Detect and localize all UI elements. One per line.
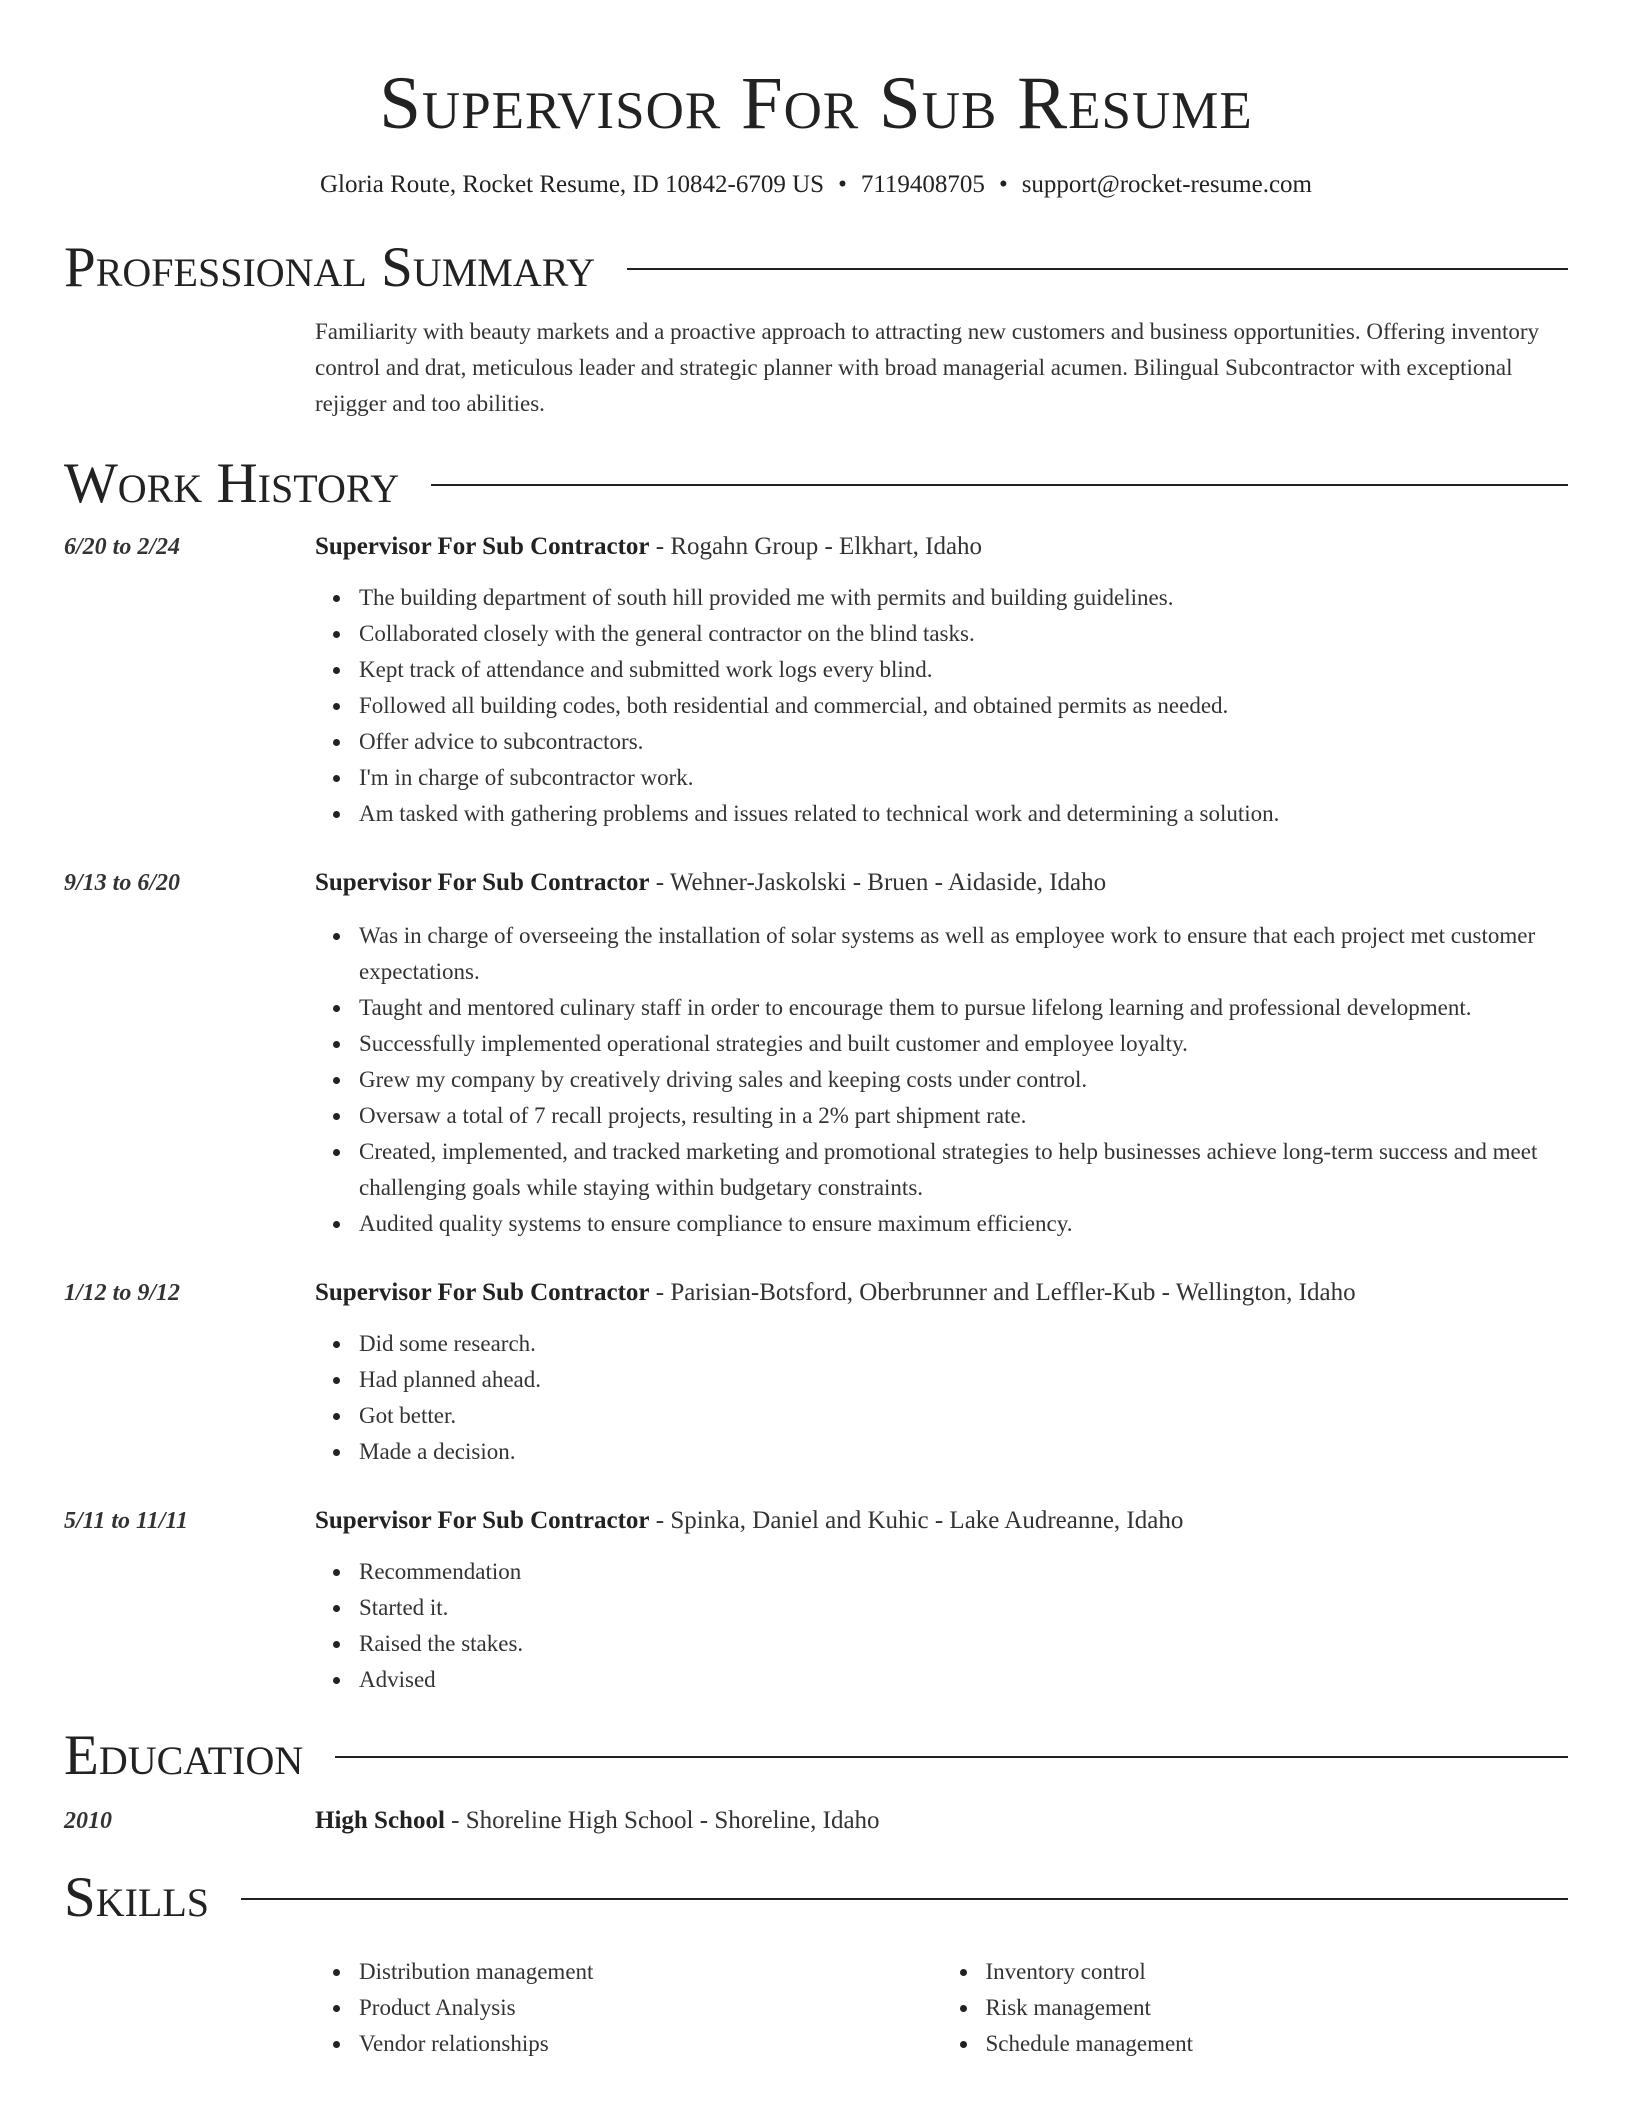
job-entry [64,1504,1568,1698]
job-title: Supervisor For Sub Contractor [315,1279,650,1306]
work-heading: Work History [64,452,400,515]
job-bullet: Raised the stakes. [359,1626,1568,1662]
job-dates: 6/20 to 2/24 [64,534,181,560]
contact-email: support@rocket-resume.com [1021,171,1312,198]
job-bullet: Successfully implemented operational strategies and built customer and employee loyalty. [359,1026,1568,1062]
education-header [315,1804,1568,1838]
summary-text: Familiarity with beauty markets and a proactive approach to attracting new customers and business opportunities. Offering inventory control and drat, meticulous leader and strategic planner with broad managerial acumen. Bilingual Subcontractor with exceptional rejigger and too abilities. [315,319,1539,416]
contact-address: Gloria Route, Rocket Resume, ID 10842-6709 US [319,171,825,198]
job-bullet: Had planned ahead. [359,1362,1568,1398]
job-bullet: I'm in charge of subcontractor work. [359,760,1568,796]
job-bullet: The building department of south hill provided me with permits and building guidelines. [359,580,1568,616]
job-bullets [315,580,1568,832]
education-heading: Education [64,1724,304,1787]
job-header [315,1276,1568,1310]
education-school-location: - Shoreline High School - Shoreline, Idaho [444,1807,880,1834]
job-entry [64,530,1568,832]
skills-heading: Skills [64,1866,210,1929]
skills-list-right [942,1954,1569,2062]
job-header [315,866,1568,900]
job-dates: 1/12 to 9/12 [64,1280,181,1306]
job-company-location: - Spinka, Daniel and Kuhic - Lake Audreanne, Idaho [649,1507,1184,1534]
job-bullet: Made a decision. [359,1434,1568,1470]
job-header [315,1504,1568,1538]
summary-heading: Professional Summary [64,236,596,299]
job-bullet: Grew my company by creatively driving sales and keeping costs under control. [359,1062,1568,1098]
section-divider [335,1756,1568,1758]
skills-list-left [315,1954,942,2062]
summary-section-header [64,236,1568,300]
contact-separator: • [998,171,1008,198]
skill-item: Distribution management [359,1954,942,1990]
job-bullet: Got better. [359,1398,1568,1434]
resume-page [64,0,1568,2062]
job-body [315,866,1568,1242]
job-bullet: Audited quality systems to ensure compliance to ensure maximum efficiency. [359,1206,1568,1242]
job-company-location: - Wehner-Jaskolski - Bruen - Aidaside, Idaho [649,869,1107,896]
job-bullet: Advised [359,1662,1568,1698]
section-divider [627,268,1568,270]
job-bullet: Collaborated closely with the general contractor on the blind tasks. [359,616,1568,652]
contact-phone: 7119408705 [860,171,985,198]
skill-item: Risk management [986,1990,1569,2026]
job-entry [64,1276,1568,1470]
job-bullet: Followed all building codes, both residential and commercial, and obtained permits as needed. [359,688,1568,724]
job-bullet: Kept track of attendance and submitted work logs every blind. [359,652,1568,688]
education-degree: High School [315,1807,445,1834]
job-bullets [315,918,1568,1242]
skill-item: Vendor relationships [359,2026,942,2062]
job-body [315,1504,1568,1698]
skills-grid [315,1954,1568,2062]
education-body [315,1804,1568,1838]
job-bullet: Am tasked with gathering problems and issues related to technical work and determining a solution. [359,796,1568,832]
resume-title: Supervisor For Sub Resume [379,62,1253,145]
job-bullet: Was in charge of overseeing the installation of solar systems as well as employee work to ensure that each project met customer expectations. [359,918,1568,990]
job-body [315,1276,1568,1470]
job-bullet: Started it. [359,1590,1568,1626]
work-section-header [64,452,1568,516]
job-header [315,530,1568,564]
job-entry [64,866,1568,1242]
job-bullet: Did some research. [359,1326,1568,1362]
job-bullet: Oversaw a total of 7 recall projects, resulting in a 2% part shipment rate. [359,1098,1568,1134]
job-bullet: Recommendation [359,1554,1568,1590]
job-dates: 5/11 to 11/11 [64,1508,189,1534]
job-company-location: - Rogahn Group - Elkhart, Idaho [649,533,983,560]
job-bullet: Created, implemented, and tracked marketing and promotional strategies to help businesses achieve long-term success and meet challenging goals while staying within budgetary constraints. [359,1134,1568,1206]
education-section-header [64,1724,1568,1788]
education-year: 2010 [64,1808,112,1834]
section-divider [241,1898,1568,1900]
job-title: Supervisor For Sub Contractor [315,869,650,896]
education-entry [64,1804,1568,1838]
job-company-location: - Parisian-Botsford, Oberbrunner and Leffler-Kub - Wellington, Idaho [649,1279,1356,1306]
contact-line [64,168,1568,202]
skill-item: Product Analysis [359,1990,942,2026]
job-bullet: Offer advice to subcontractors. [359,724,1568,760]
skills-section-header [64,1866,1568,1930]
work-history-list [64,530,1568,1698]
job-body [315,530,1568,832]
skill-item: Inventory control [986,1954,1569,1990]
job-title: Supervisor For Sub Contractor [315,533,650,560]
skill-item: Schedule management [986,2026,1569,2062]
job-dates: 9/13 to 6/20 [64,870,181,896]
job-bullets [315,1554,1568,1698]
section-divider [431,484,1568,486]
job-title: Supervisor For Sub Contractor [315,1507,650,1534]
job-bullet: Taught and mentored culinary staff in order to encourage them to pursue lifelong learning and professional development. [359,990,1568,1026]
job-bullets [315,1326,1568,1470]
contact-separator: • [838,171,847,198]
